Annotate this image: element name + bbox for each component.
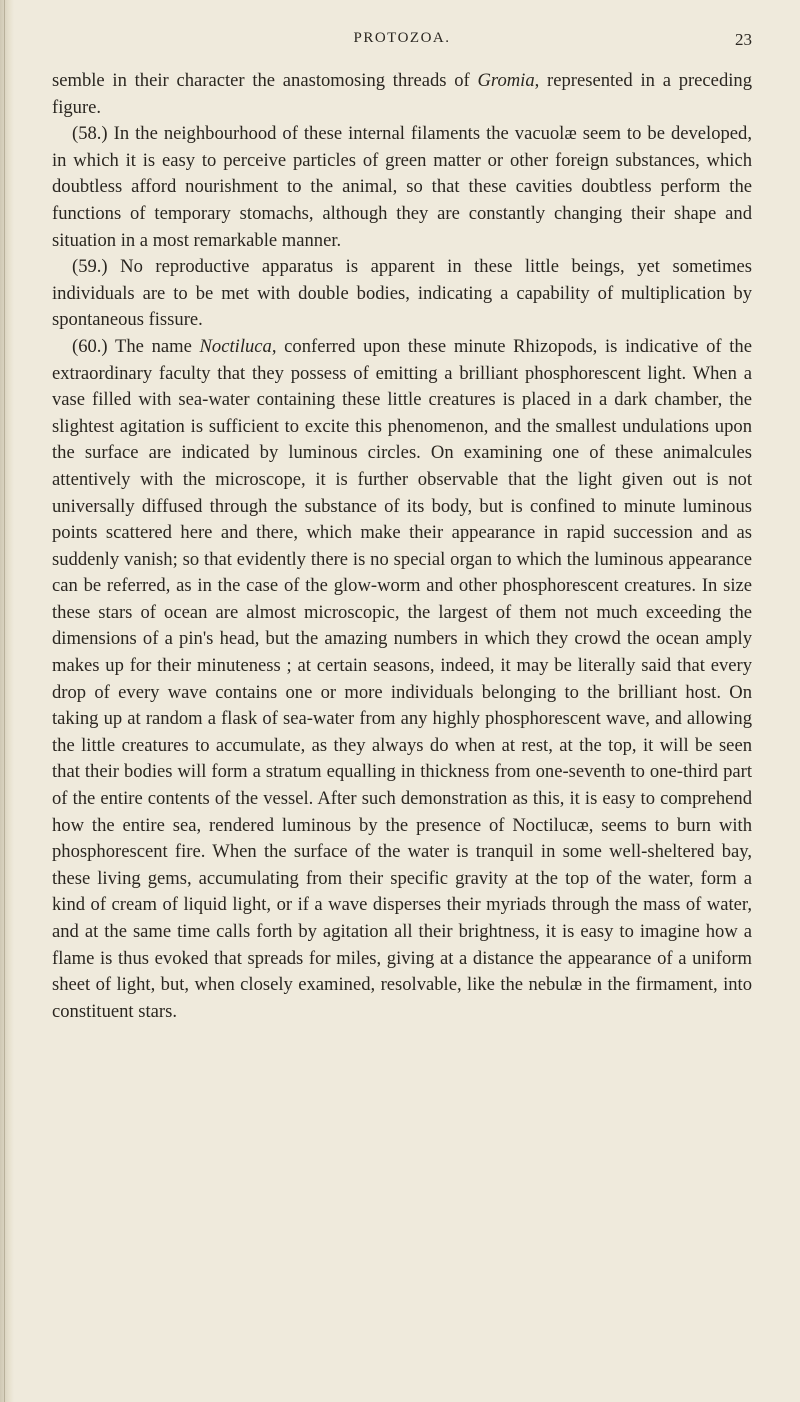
paragraph-59 bbox=[52, 254, 752, 334]
page-header bbox=[52, 30, 752, 68]
gutter-line bbox=[4, 0, 5, 1402]
paragraph-text-before: semble in their character the anastomosing threads of bbox=[52, 70, 478, 91]
paragraph-number: (58.) bbox=[72, 123, 108, 145]
paragraph-text-after: , conferred upon these minute Rhizopods, is indicative of the extraordinary faculty that they possess of emitting a brilliant phosphorescent light. When a vase filled with sea-water containing these little creatures is placed in a dark chamber, the slightest agitation is sufficient to excite this phenomenon, and the smallest undulations upon the surface are indicated by luminous circles. On examining one of these animalcules attentively with the microscope, it is further observable that the light given out is not universally diffused through the substance of its body, but is confined to minute luminous points scattered here and there, which make their appearance in rapid succession and as suddenly vanish; so that evidently there is no special organ to which the luminous appearance can be referred, as in the case of the glow-worm and other phosphorescent creatures. In size these stars of ocean are almost microscopic, the largest of them not much exceeding the dimensions of a pin's head, but the amazing numbers in which they crowd the ocean amply makes up for their minuteness ; at certain seasons, indeed, it may be literally said that every drop of every wave contains one or more individuals belonging to the brilliant host. On taking up at random a flask of sea-water from any highly phosphorescent wave, and allowing the little creatures to accumulate, as they always do when at rest, at the top, it will be seen that their bodies will form a stratum equalling in thickness from one-seventh to one-third part of the entire contents of the vessel. After such demonstration as this, it is easy to comprehend how the entire sea, rendered luminous by the presence of Noctilucæ, seems to burn with phosphorescent fire. When the surface of the water is tranquil in some well-sheltered bay, these living gems, accumulating from their specific gravity at the top of the water, form a kind of cream of liquid light, or if a wave disperses their myriads through the mass of water, and at the same time calls forth by agitation all their brightness, it is easy to imagine how a flame is thus evoked that spreads for miles, giving at a distance the appearance of a uniform sheet of light, but, when closely examined, resolvable, like the nebulæ in the firmament, into constituent stars. bbox=[52, 335, 752, 1022]
paragraph-60 bbox=[52, 334, 752, 1025]
paragraph-text: No reproductive apparatus is apparent in these little beings, yet sometimes individuals are to be met with double bodies, indicating a capability of multiplication by spontaneous fissure. bbox=[52, 256, 752, 331]
book-gutter bbox=[0, 0, 14, 1402]
taxon-name-gromia: Gromia bbox=[477, 70, 535, 91]
paragraph-continuation bbox=[52, 68, 752, 121]
body-text bbox=[52, 68, 752, 1025]
running-head: PROTOZOA. bbox=[353, 30, 451, 46]
paragraph-58 bbox=[52, 121, 752, 254]
book-page bbox=[52, 30, 752, 1025]
paragraph-text-after: , represented in a preceding figure. bbox=[52, 70, 752, 118]
taxon-name-noctiluca: Noctiluca bbox=[199, 335, 272, 357]
page-number: 23 bbox=[735, 30, 752, 49]
paragraph-text: In the neighbourhood of these internal filaments the vacuolæ seem to be developed, in which it is easy to perceive particles of green matter or other foreign substances, which doubtless afford nourishment to the animal, so that these cavities doubtless perform the functions of temporary stomachs, although they are constantly changing their shape and situation in a most remarkable manner. bbox=[52, 123, 752, 251]
paragraph-number: (59.) bbox=[72, 256, 108, 278]
paragraph-text-before: The name bbox=[107, 335, 200, 357]
paragraph-number: (60.) bbox=[72, 335, 108, 357]
